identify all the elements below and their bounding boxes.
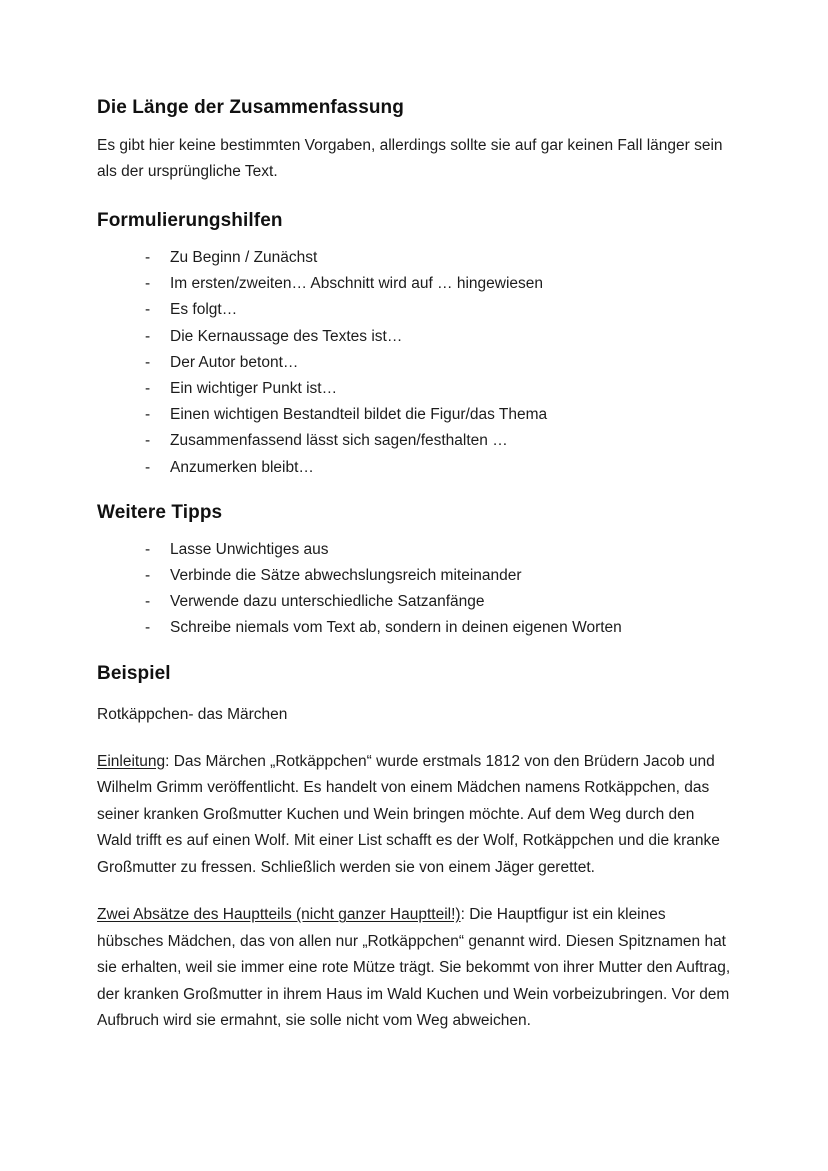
list-item xyxy=(145,589,733,615)
list-item xyxy=(145,563,733,589)
list-item xyxy=(145,350,733,376)
list-item xyxy=(145,297,733,323)
list-item xyxy=(145,455,733,481)
list-item xyxy=(145,245,733,271)
list-item xyxy=(145,324,733,350)
bullet-dash: - xyxy=(145,275,151,293)
bullet-dash: - xyxy=(145,353,151,371)
bullet-dash: - xyxy=(145,458,151,476)
list-item-text: Schreibe niemals vom Text ab, sondern in deinen eigenen Worten xyxy=(170,619,622,637)
list-item-text: Es folgt… xyxy=(170,301,238,319)
list-item xyxy=(145,376,733,402)
bullet-dash: - xyxy=(145,593,151,611)
list-item xyxy=(145,537,733,563)
einleitung-text: : Das Märchen „Rotkäppchen“ wurde erstmals 1812 von den Brüdern Jacob und Wilhelm Grimm veröffentlicht. Es handelt von einem Mädchen namens Rotkäppchen, das seiner kranken Großmutter Kuchen und Wein bringen möchte. Auf dem Weg durch den Wald trifft es auf einen Wolf. Mit einer List schafft es der Wolf, Rotkäppchen und die kranke Großmutter zu fressen. Schließlich werden sie von einem Jäger gerettet. xyxy=(97,752,720,876)
bullet-dash: - xyxy=(145,380,151,398)
list-item-text: Der Autor betont… xyxy=(170,353,299,371)
bullet-dash: - xyxy=(145,567,151,585)
hauptteil-label: Zwei Absätze des Hauptteils (nicht ganzer Hauptteil!) xyxy=(97,906,461,924)
list-item xyxy=(145,402,733,428)
list-item-text: Die Kernaussage des Textes ist… xyxy=(170,327,403,345)
heading-beispiel: Beispiel xyxy=(97,662,171,684)
heading-weitere-tipps: Weitere Tipps xyxy=(97,501,223,523)
list-item xyxy=(145,428,733,454)
list-item-text: Anzumerken bleibt… xyxy=(170,458,314,476)
heading-laenge-der-zusammenfassung: Die Länge der Zusammenfassung xyxy=(97,97,404,118)
einleitung-paragraph xyxy=(97,749,733,882)
einleitung-label: Einleitung xyxy=(97,752,166,770)
bullet-dash: - xyxy=(145,406,151,424)
list-item-text: Verwende dazu unterschiedliche Satzanfänge xyxy=(170,593,485,611)
bullet-dash: - xyxy=(145,327,151,345)
paragraph-laenge: Es gibt hier keine bestimmten Vorgaben, allerdings sollte sie auf gar keinen Fall länger sein als der ursprüngliche Text. xyxy=(97,137,723,180)
list-item xyxy=(145,271,733,297)
hauptteil-paragraph xyxy=(97,902,733,1035)
list-item-text: Verbinde die Sätze abwechslungsreich miteinander xyxy=(170,567,522,585)
bullet-dash: - xyxy=(145,249,151,266)
list-item-text: Lasse Unwichtiges aus xyxy=(170,540,329,558)
bullet-dash: - xyxy=(145,540,151,558)
bullet-dash: - xyxy=(145,432,151,450)
hauptteil-text: : Die Hauptfigur ist ein kleines hübsches Mädchen, das von allen nur „Rotkäppchen“ genannt wird. Diesen Spitznamen hat sie erhalten, weil sie immer eine rote Mütze trägt. Sie bekommt von ihrer Mutter den Auftrag, der kranken Großmutter in ihrem Haus im Wald Kuchen und Wein vorbeizubringen. Vor dem Aufbruch wird sie ermahnt, sie solle nicht vom Weg abweichen. xyxy=(97,906,731,1030)
weitere-tipps-list xyxy=(97,537,733,642)
list-item-text: Einen wichtigen Bestandteil bildet die Figur/das Thema xyxy=(170,406,548,424)
bullet-dash: - xyxy=(145,619,151,637)
list-item-text: Zusammenfassend lässt sich sagen/festhalten … xyxy=(170,432,508,450)
list-item-text: Ein wichtiger Punkt ist… xyxy=(170,380,338,398)
list-item xyxy=(145,615,733,641)
formulierungshilfen-list xyxy=(97,245,733,481)
list-item-text: Im ersten/zweiten… Abschnitt wird auf … hingewiesen xyxy=(170,275,544,293)
bullet-dash: - xyxy=(145,301,151,319)
list-item-text: Zu Beginn / Zunächst xyxy=(170,249,318,266)
beispiel-subtitle: Rotkäppchen- das Märchen xyxy=(97,705,288,723)
heading-formulierungshilfen: Formulierungshilfen xyxy=(97,210,283,231)
